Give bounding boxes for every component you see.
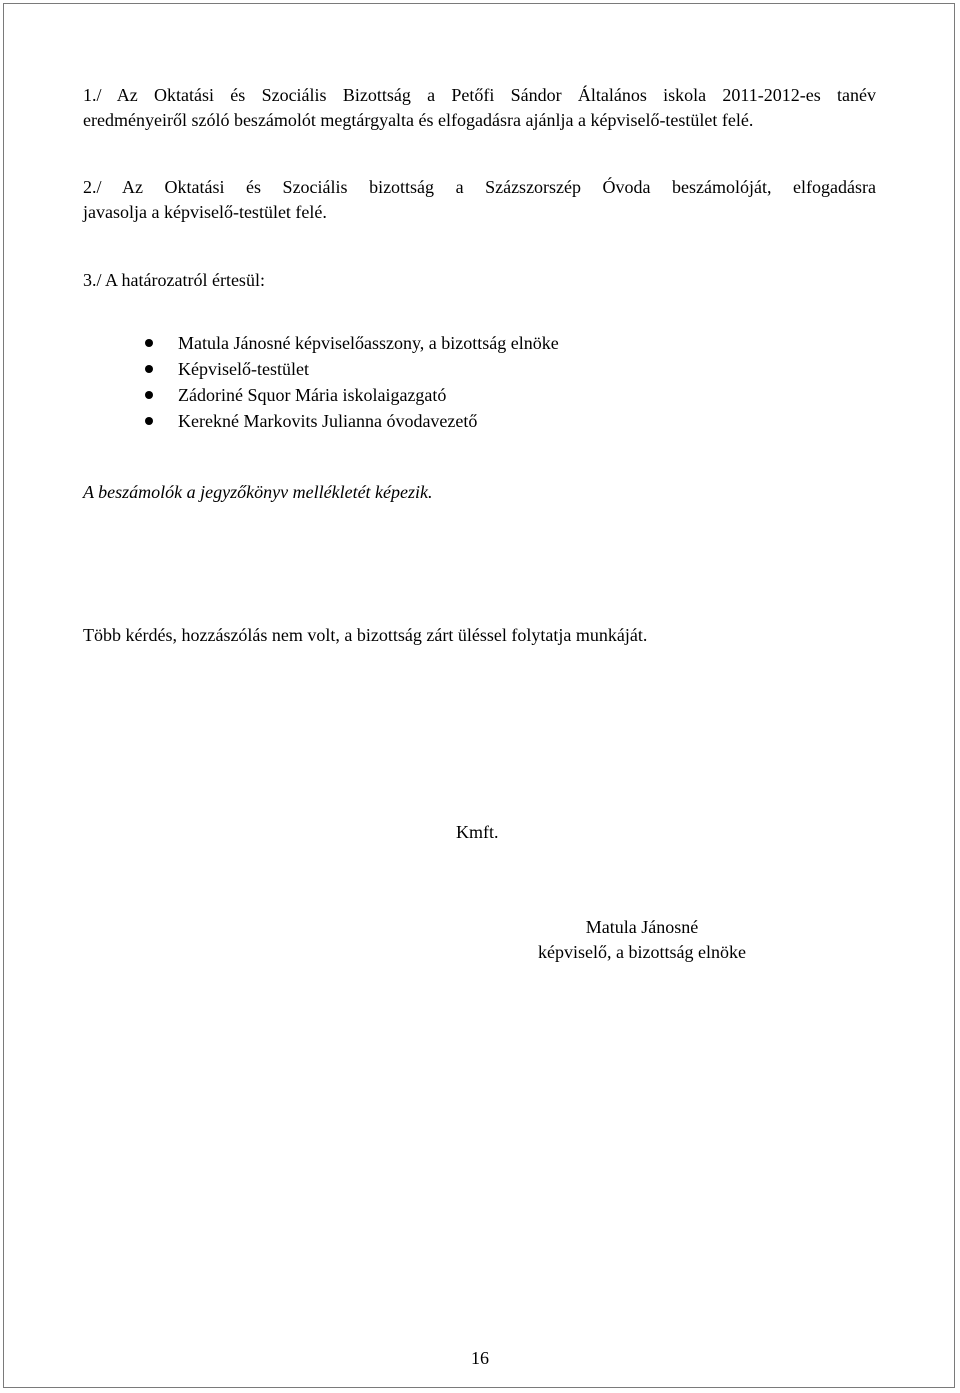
- bullet-icon: [145, 365, 153, 373]
- list-item: [140, 382, 559, 408]
- list-item: [140, 408, 559, 434]
- recipient-list: [140, 330, 559, 434]
- paragraph-3-line-1: 3./ A határozatról értesül:: [83, 270, 265, 290]
- page-number: 16: [471, 1348, 489, 1368]
- bullet-icon: [145, 391, 153, 399]
- list-item: [140, 356, 559, 382]
- closing-statement: Több kérdés, hozzászólás nem volt, a bizottság zárt üléssel folytatja munkáját.: [83, 625, 648, 645]
- recipient-text: Kerekné Markovits Julianna óvodavezető: [178, 411, 478, 431]
- paragraph-1-line-1: 1./ Az Oktatási és Szociális Bizottság a Petőfi Sándor Általános iskola 2011-2012-es tanév: [83, 85, 876, 105]
- bullet-icon: [145, 339, 153, 347]
- kmft-mark: Kmft.: [456, 822, 499, 842]
- signatory-title: képviselő, a bizottság elnöke: [538, 942, 746, 962]
- paragraph-2-line-2: javasolja a képviselő-testület felé.: [83, 202, 327, 222]
- signature-block: [497, 915, 787, 965]
- paragraph-1: [83, 83, 876, 133]
- recipient-text: Matula Jánosné képviselőasszony, a bizottság elnöke: [178, 333, 559, 353]
- attachment-note: A beszámolók a jegyzőkönyv mellékletét képezik.: [83, 482, 433, 502]
- list-item: [140, 330, 559, 356]
- paragraph-3: [83, 268, 876, 293]
- recipient-text: Zádoriné Squor Mária iskolaigazgató: [178, 385, 447, 405]
- bullet-icon: [145, 417, 153, 425]
- paragraph-2-line-1: 2./ Az Oktatási és Szociális bizottság a Százszorszép Óvoda beszámolóját, elfogadásra: [83, 177, 876, 197]
- signatory-name: Matula Jánosné: [585, 917, 699, 937]
- paragraph-1-line-2: eredményeiről szóló beszámolót megtárgyalta és elfogadásra ajánlja a képviselő-testület felé.: [83, 110, 754, 130]
- paragraph-2: [83, 175, 876, 225]
- recipient-text: Képviselő-testület: [178, 359, 309, 379]
